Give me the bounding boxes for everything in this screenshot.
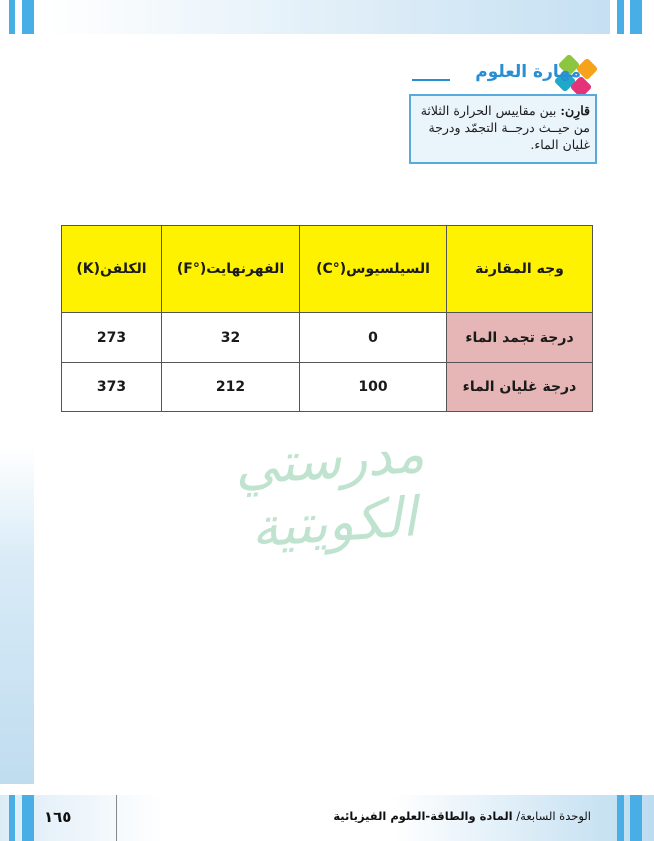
top-stripe (630, 0, 642, 34)
footer-stripe (630, 795, 642, 841)
table-cell: 100 (300, 363, 447, 412)
table-cell: 212 (162, 363, 300, 412)
table-row (62, 363, 593, 412)
table-cell: 32 (162, 313, 300, 363)
table-header-cell: السيلسيوس(°C) (300, 226, 447, 313)
table-header-cell: الكلفن(K) (62, 226, 162, 313)
top-stripe (22, 0, 34, 34)
table-row-label: درجة تجمد الماء (447, 313, 593, 363)
skill-title-underline (412, 79, 450, 81)
skill-body: بين مقاييس الحرارة الثلاثة من حيــث درجــة التجمّد ودرجة غليان الماء. (420, 103, 590, 152)
unit-prefix: الوحدة السابعة/ (512, 809, 591, 823)
skill-box (409, 94, 597, 164)
left-margin-gradient (0, 34, 34, 784)
table-cell: 0 (300, 313, 447, 363)
footer-stripe (9, 795, 15, 841)
page-number: ١٦٥ (44, 808, 72, 826)
table-row (62, 313, 593, 363)
table-row-label: درجة غليان الماء (447, 363, 593, 412)
footer-stripe (22, 795, 34, 841)
footer-divider (116, 795, 117, 841)
skill-title: مهارة العلوم (475, 62, 581, 82)
skill-text (414, 102, 590, 153)
page-footer (0, 795, 654, 841)
table-cell: 373 (62, 363, 162, 412)
top-stripe (617, 0, 624, 34)
table-header-cell: الفهرنهايت(°F) (162, 226, 300, 313)
top-decoration (0, 0, 654, 34)
table-cell: 273 (62, 313, 162, 363)
watermark: مدرستي الكويتية (232, 421, 427, 560)
unit-name: المادة والطاقة-العلوم الفيزيائية (333, 809, 513, 823)
top-stripe (9, 0, 15, 34)
table-header-row (62, 226, 593, 313)
footer-stripe (617, 795, 624, 841)
top-gradient (45, 0, 610, 34)
comparison-table (61, 225, 593, 412)
unit-title (333, 809, 591, 823)
skill-lead: قارِن: (560, 103, 590, 118)
table-header-cell: وجه المقارنة (447, 226, 593, 313)
